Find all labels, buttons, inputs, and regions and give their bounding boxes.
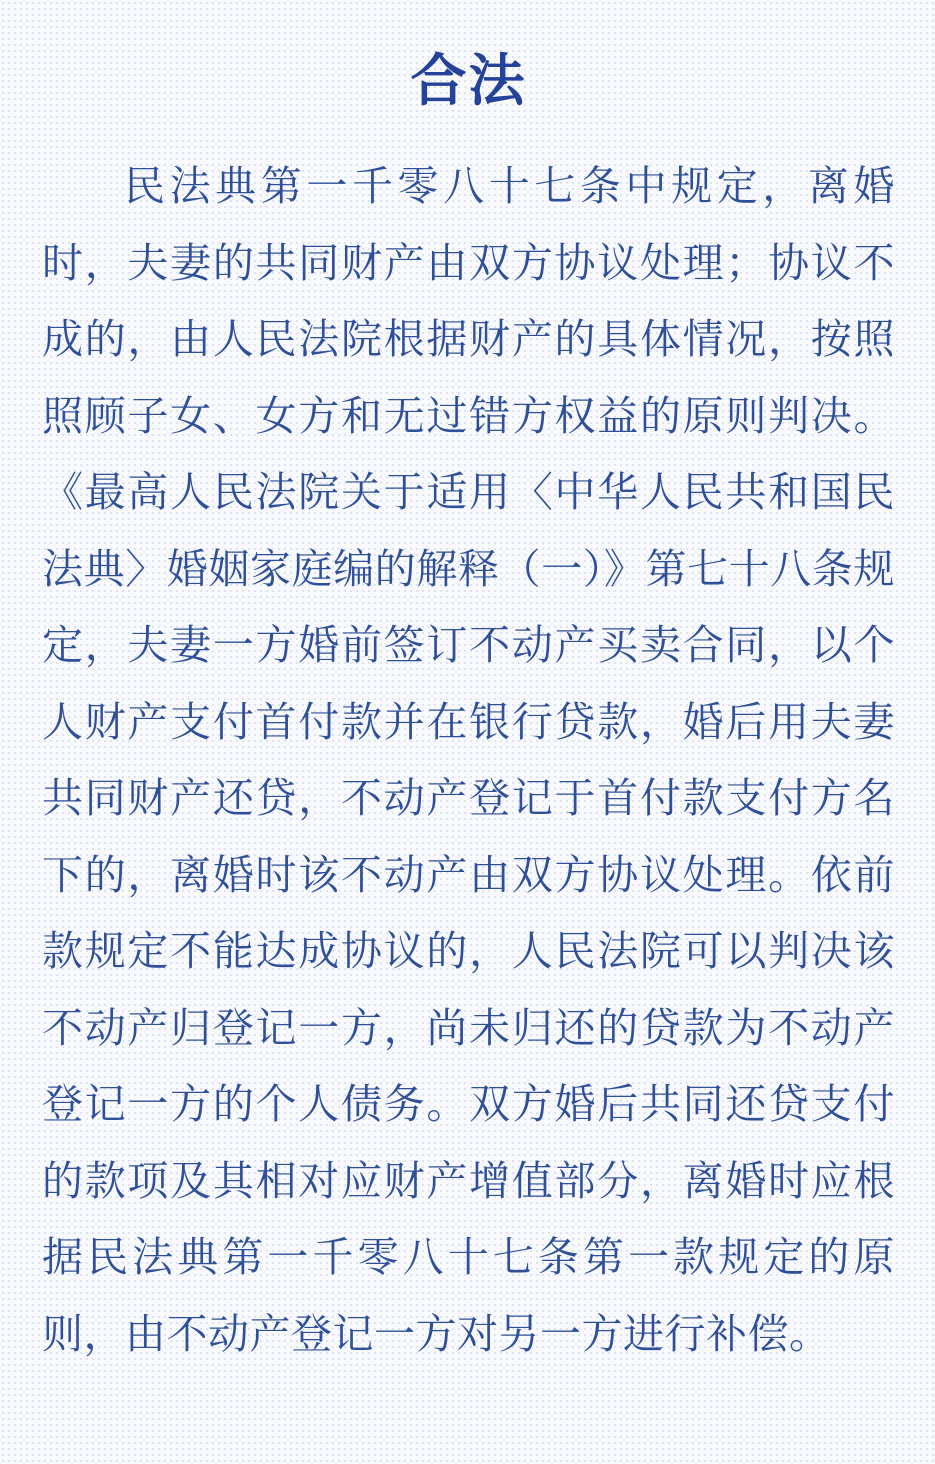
page-title: 合法 xyxy=(410,49,527,114)
body-paragraph: 民法典第一千零八十七条中规定，离婚时，夫妻的共同财产由双方协议处理；协议不成的，由人民法院根据财产的具体情况，按照照顾子女、女方和无过错方权益的原则判决。《最高人民法院关于适用〈中华人民共和国民法典〉婚姻家庭编的解释（一）》第七十八条规定，夫妻一方婚前签订不动产买卖合同，以个人财产支付首付款并在银行贷款，婚后用夫妻共同财产还贷，不动产登记于首付款支付方名下的，离婚时该不动产由双方协议处理。依前款规定不能达成协议的，人民法院可以判决该不动产归登记一方，尚未归还的贷款为不动产登记一方的个人债务。双方婚后共同还贷支付的款项及其相对应财产增值部分，离婚时应根据民法典第一千零八十七条第一款规定的原则，由不动产登记一方对另一方进行补偿。 xyxy=(42,162,895,1358)
